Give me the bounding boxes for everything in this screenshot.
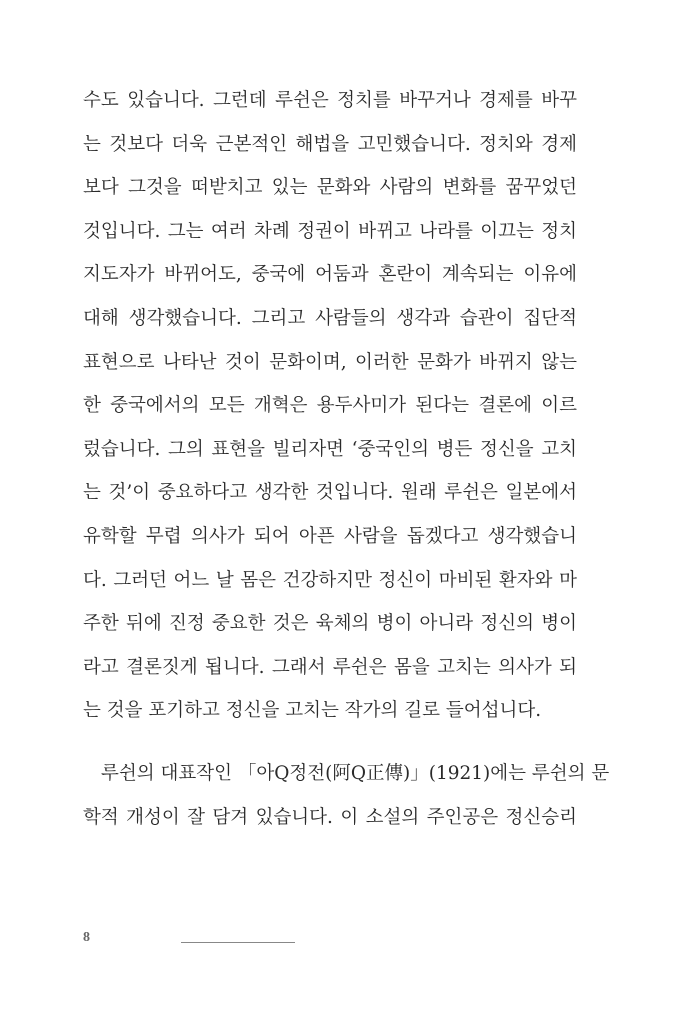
text-line: 수도 있습니다. 그런데 루쉰은 정치를 바꾸거나 경제를 바꾸 (83, 90, 577, 111)
text-line: 라고 결론짓게 됩니다. 그래서 루쉰은 몸을 고치는 의사가 되 (83, 656, 577, 678)
text-line: 유학할 무렵 의사가 되어 아픈 사람을 돕겠다고 생각했습니 (83, 525, 577, 547)
text-line: 루쉰의 대표작인 「아Q정전(阿Q正傳)」(1921)에는 루쉰의 문 (101, 763, 610, 784)
text-line: 보다 그것을 떠받치고 있는 문화와 사람의 변화를 꿈꾸었던 (83, 177, 577, 199)
footer-rule (181, 942, 295, 943)
body-paragraph-2 (83, 752, 610, 839)
body-paragraph-1 (83, 79, 577, 733)
text-line: 는 것’이 중요하다고 생각한 것입니다. 원래 루쉰은 일본에서 (83, 482, 577, 504)
text-line: 다. 그러던 어느 날 몸은 건강하지만 정신이 마비된 환자와 마 (83, 569, 577, 591)
text-line: 렀습니다. 그의 표현을 빌리자면 ‘중국인의 병든 정신을 고치 (83, 438, 577, 460)
text-line: 는 것을 포기하고 정신을 고치는 작가의 길로 들어섭니다. (83, 700, 542, 722)
text-line: 주한 뒤에 진정 중요한 것은 육체의 병이 아니라 정신의 병이 (83, 613, 577, 635)
text-line: 한 중국에서의 모든 개혁은 용두사미가 된다는 결론에 이르 (83, 395, 577, 417)
page-number: 8 (83, 930, 90, 945)
text-line: 학적 개성이 잘 담겨 있습니다. 이 소설의 주인공은 정신승리 (83, 806, 577, 828)
text-line: 표현으로 나타난 것이 문화이며, 이러한 문화가 바뀌지 않는 (83, 351, 577, 373)
text-line: 것입니다. 그는 여러 차례 정권이 바뀌고 나라를 이끄는 정치 (83, 220, 577, 242)
text-line: 대해 생각했습니다. 그리고 사람들의 생각과 습관이 집단적 (83, 307, 577, 329)
text-line: 는 것보다 더욱 근본적인 해법을 고민했습니다. 정치와 경제 (83, 133, 577, 155)
text-line: 지도자가 바뀌어도, 중국에 어둠과 혼란이 계속되는 이유에 (83, 264, 577, 286)
